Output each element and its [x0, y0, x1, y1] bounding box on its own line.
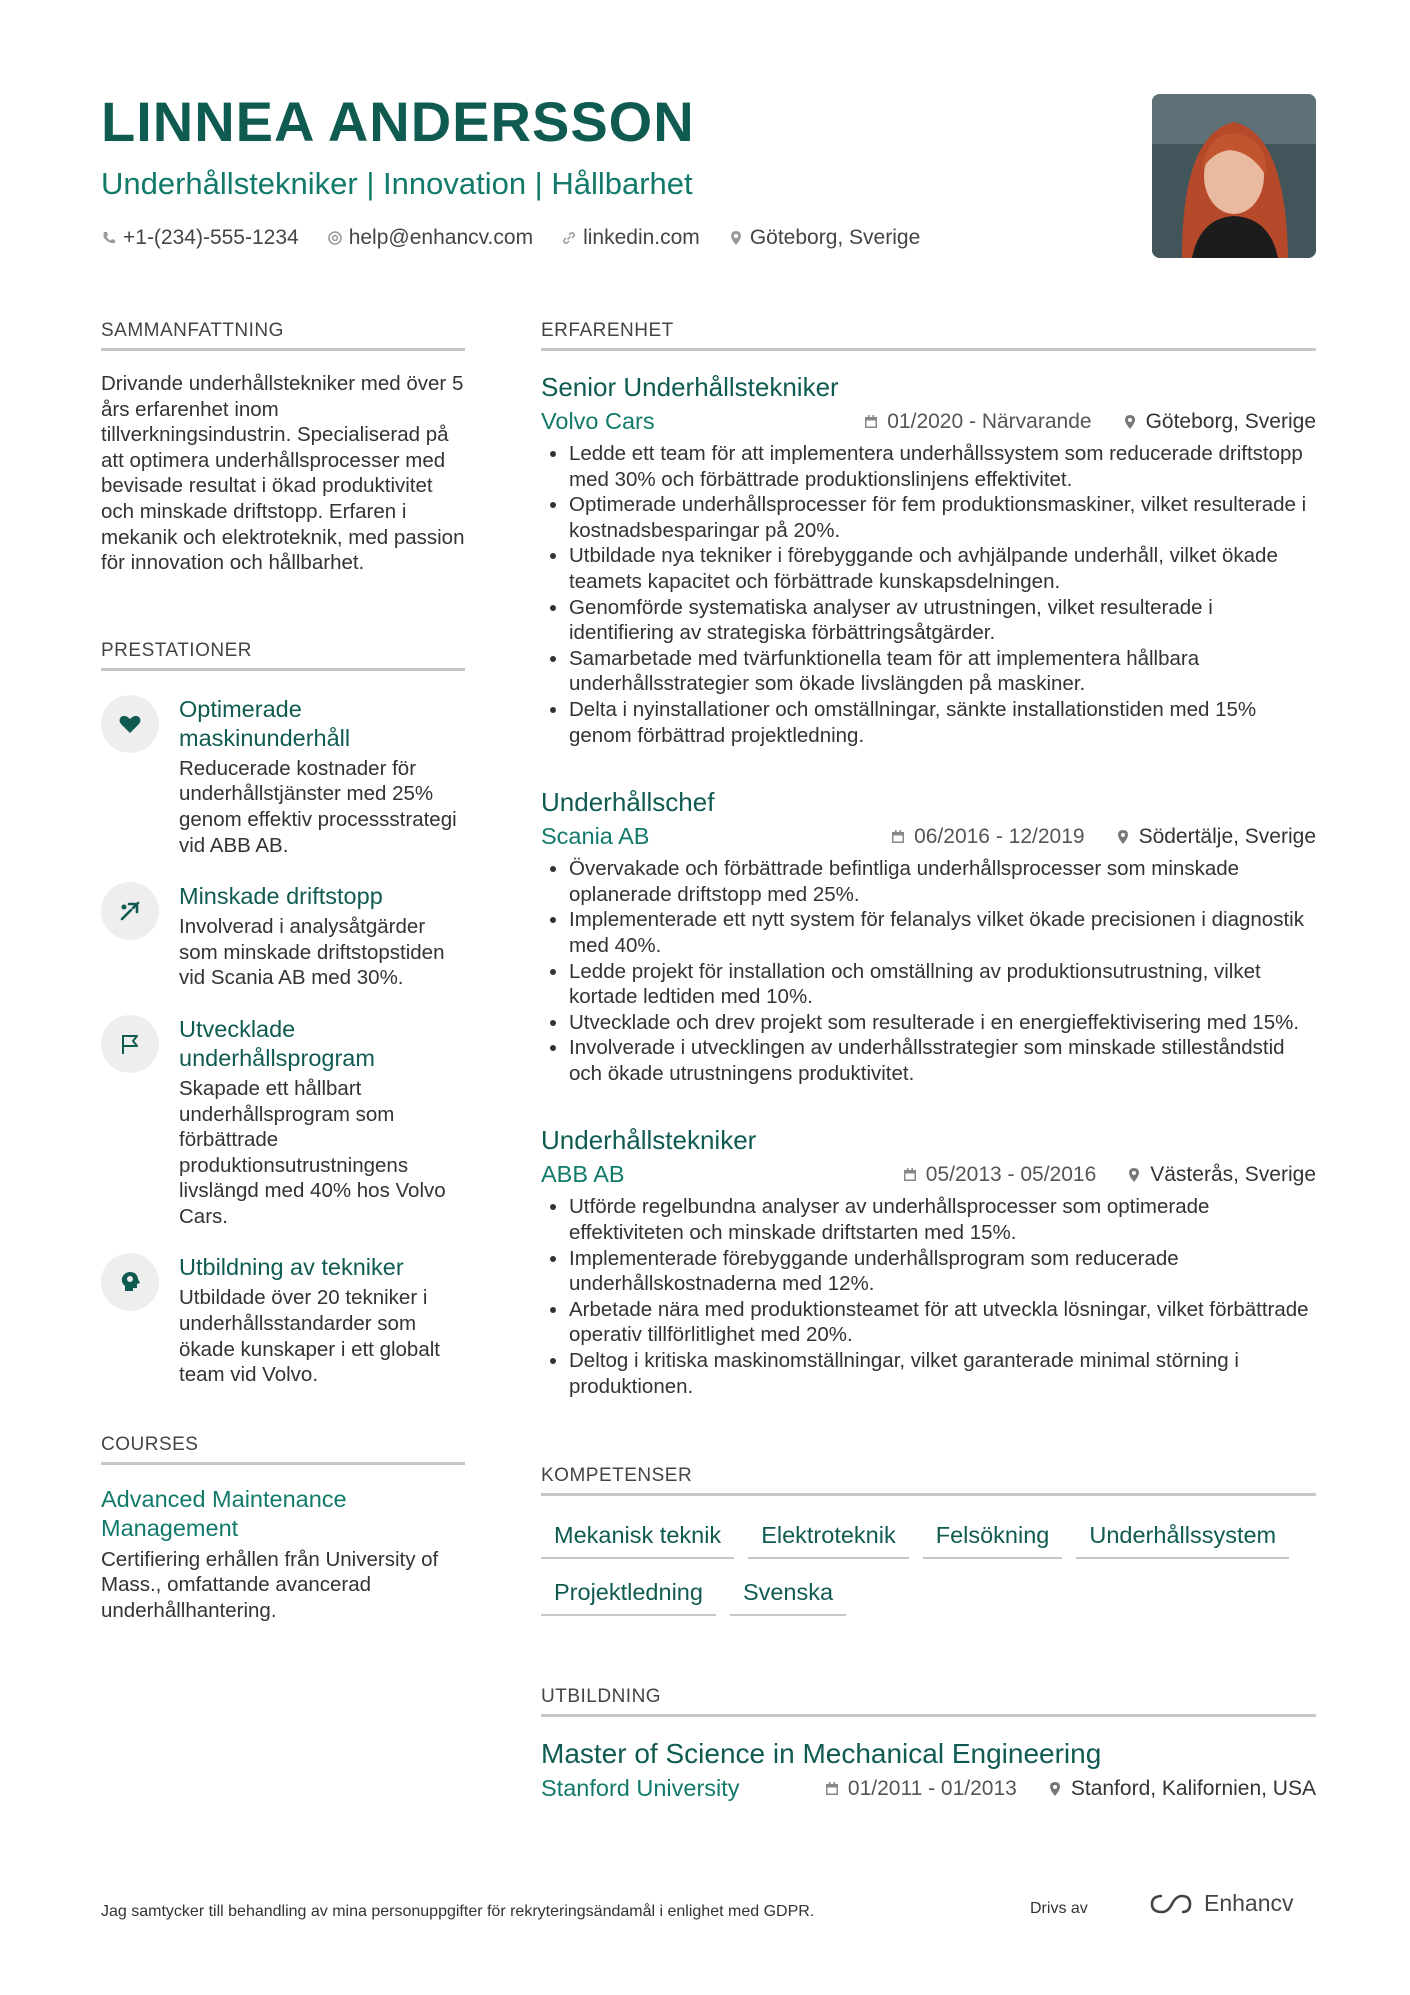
job-bullet: • Implementerade ett nytt system för felanalys vilket ökade precisionen i diagnostik med 40%.	[569, 907, 1316, 958]
achievement-desc: Utbildade över 20 tekniker i underhållsstandarder som ökade kunskaper i ett globalt team vid Volvo.	[179, 1286, 440, 1387]
job-dates: 05/2013 - 05/2016	[925, 1162, 1097, 1186]
job-entry	[541, 371, 1316, 748]
contact-row	[101, 226, 1151, 250]
degree-title: Master of Science in Mechanical Engineering	[541, 1738, 1102, 1770]
job-bullet: • Ledde projekt för installation och omställning av produktionsutrustning, vilket kortade ledtiden med 10%.	[569, 959, 1316, 1010]
calendar-icon	[890, 829, 906, 845]
company-name: ABB AB	[541, 1161, 625, 1188]
job-bullet: • Optimerade underhållsprocesser för fem produktionsmaskiner, vilket resulterade i kostnadsbesparingar på 20%.	[569, 492, 1316, 543]
contact-phone[interactable]	[101, 226, 299, 250]
head-icon	[101, 1253, 159, 1311]
candidate-name: LINNEA ANDERSSON	[101, 90, 695, 153]
location-icon	[1115, 829, 1131, 845]
job-bullet: • Involverade i utvecklingen av underhållsstrategier som minskade stilleståndstid och ökade utrustningens produktivitet.	[569, 1035, 1316, 1086]
calendar-icon	[902, 1167, 918, 1183]
skill-tag: Underhållssystem	[1076, 1518, 1289, 1559]
brand-logo[interactable]	[1148, 1890, 1294, 1917]
email-icon	[327, 230, 343, 246]
flag-icon	[101, 1015, 159, 1073]
heart-icon	[101, 695, 159, 753]
job-location: Västerås, Sverige	[1150, 1162, 1316, 1186]
education-dates: 01/2011 - 01/2013	[847, 1776, 1017, 1800]
job-bullet: • Arbetade nära med produktionsteamet för att utveckla lösningar, vilket förbättrade operativ tillförlitlighet med 20%.	[569, 1297, 1316, 1348]
job-title: Underhållschef	[541, 787, 715, 818]
skills-list	[541, 1518, 1316, 1616]
job-title: Underhållstekniker	[541, 1125, 757, 1156]
summary-text: Drivande underhållstekniker med över 5 års erfarenhet inom tillverkningsindustrin. Specialiserad på att optimera underhållsprocesser med bevisade resultat i ökad produktivitet och minskade driftstopp. Erfaren i mekanik och elektroteknik, med passion för innovation och hållbarhet.	[101, 372, 465, 575]
skill-tag: Svenska	[730, 1575, 846, 1616]
achievement-title: Utbildning av tekniker	[179, 1254, 404, 1281]
skills-heading: KOMPETENSER	[541, 1465, 1316, 1496]
skill-tag: Felsökning	[923, 1518, 1063, 1559]
job-location: Södertälje, Sverige	[1138, 824, 1316, 848]
job-dates: 01/2020 - Närvarande	[887, 409, 1092, 433]
experience-heading: ERFARENHET	[541, 320, 1316, 351]
summary-heading: SAMMANFATTNING	[101, 320, 465, 351]
job-bullet: • Implementerade förebyggande underhållsprogram som reducerade underhållskostnaderna med 12%.	[569, 1246, 1316, 1297]
contact-location	[728, 226, 920, 250]
job-bullet: • Delta i nyinstallationer och omställningar, sänkte installationstiden med 15% genom förbättrad projektledning.	[569, 697, 1316, 748]
contact-email[interactable]	[327, 226, 533, 250]
achievement-item	[101, 882, 465, 991]
resume-header	[101, 86, 1151, 250]
achievements-heading: PRESTATIONER	[101, 640, 465, 671]
tools-icon	[101, 882, 159, 940]
job-location: Göteborg, Sverige	[1145, 409, 1316, 433]
courses-heading: COURSES	[101, 1434, 465, 1465]
powered-by-label: Drivs av	[1030, 1900, 1088, 1917]
job-dates: 06/2016 - 12/2019	[914, 824, 1085, 848]
right-column	[541, 320, 1316, 1802]
job-bullets	[541, 856, 1316, 1086]
brand-name: Enhancv	[1204, 1890, 1294, 1916]
job-entry	[541, 1124, 1316, 1399]
gdpr-consent: Jag samtycker till behandling av mina personuppgifter för rekryteringsändamål i enlighet med GDPR.	[101, 1903, 815, 1920]
job-bullet: • Utförde regelbundna analyser av underhållsprocesser som optimerade effektiviteten och minskade driftstarten med 15%.	[569, 1194, 1316, 1245]
phone-text: +1-(234)-555-1234	[123, 226, 299, 249]
achievements-section	[101, 640, 465, 1388]
achievement-desc: Involverad i analysåtgärder som minskade driftstopstiden vid Scania AB med 30%.	[179, 915, 445, 990]
course-desc: Certifiering erhållen från University of Mass., omfattande avancerad underhållhantering.	[101, 1547, 439, 1623]
achievement-title: Minskade driftstopp	[179, 883, 383, 910]
summary-section	[101, 320, 465, 576]
profile-photo	[1152, 94, 1316, 258]
job-title: Senior Underhållstekniker	[541, 372, 839, 402]
achievement-title: Utvecklade underhållsprogram	[179, 1015, 375, 1071]
calendar-icon	[863, 414, 879, 430]
job-bullets	[541, 441, 1316, 748]
left-column	[101, 320, 465, 1624]
location-icon	[728, 230, 744, 246]
skill-tag: Mekanisk teknik	[541, 1518, 734, 1559]
job-bullets	[541, 1194, 1316, 1399]
achievement-title: Optimerade maskinunderhåll	[179, 695, 351, 751]
job-entry	[541, 786, 1316, 1086]
job-bullet: • Utvecklade och drev projekt som resulterade i en energieffektivisering med 15%.	[569, 1010, 1316, 1036]
linkedin-text: linkedin.com	[583, 226, 700, 249]
contact-linkedin[interactable]	[561, 226, 700, 250]
job-bullet: • Ledde ett team för att implementera underhållssystem som reducerade driftstopp med 30% och förbättrade produktionslinjens effektivitet.	[569, 441, 1316, 492]
job-bullet: • Övervakade och förbättrade befintliga underhållsprocesser som minskade oplanerade driftstopp med 25%.	[569, 856, 1316, 907]
education-heading: UTBILDNING	[541, 1686, 1316, 1717]
education-location: Stanford, Kalifornien, USA	[1070, 1776, 1316, 1800]
location-text: Göteborg, Sverige	[749, 226, 921, 249]
job-bullet: • Genomförde systematiska analyser av utrustningen, vilket resulterade i identifiering av strategiska förbättringsåtgärder.	[569, 595, 1316, 646]
skill-tag: Elektroteknik	[748, 1518, 909, 1559]
courses-section	[101, 1434, 465, 1624]
achievement-desc: Reducerade kostnader för underhållstjänster med 25% genom effektiv processstrategi vid ABB AB.	[179, 756, 457, 857]
company-name: Volvo Cars	[541, 408, 655, 434]
achievement-item	[101, 1015, 465, 1230]
phone-icon	[101, 230, 117, 246]
skill-tag: Projektledning	[541, 1575, 716, 1616]
achievement-item	[101, 1253, 465, 1387]
school-name: Stanford University	[541, 1775, 740, 1802]
education-section	[541, 1686, 1316, 1802]
link-icon	[561, 230, 577, 246]
location-icon	[1122, 414, 1138, 430]
location-icon	[1126, 1167, 1142, 1183]
candidate-headline: Underhållstekniker | Innovation | Hållbarhet	[101, 166, 693, 201]
company-name: Scania AB	[541, 823, 650, 850]
skills-section	[541, 1465, 1316, 1616]
email-text: help@enhancv.com	[348, 226, 534, 249]
job-bullet: • Deltog i kritiska maskinomställningar, vilket garanterade minimal störning i produktionen.	[569, 1348, 1316, 1399]
course-title: Advanced Maintenance Management	[101, 1485, 347, 1541]
location-icon	[1047, 1781, 1063, 1797]
enhancv-logo-icon	[1148, 1892, 1194, 1916]
achievement-desc: Skapade ett hållbart underhållsprogram som förbättrade produktionsutrustningens livslängd med 40% hos Volvo Cars.	[179, 1076, 446, 1228]
experience-section	[541, 320, 1316, 1399]
job-bullet: • Samarbetade med tvärfunktionella team för att implementera hållbara underhållsstrategier som ökade livslängden på maskiner.	[569, 646, 1316, 697]
calendar-icon	[824, 1781, 840, 1797]
job-bullet: • Utbildade nya tekniker i förebyggande och avhjälpande underhåll, vilket ökade teamets kapacitet och förbättrade kunskapsdelningen.	[569, 543, 1316, 594]
achievement-item	[101, 695, 465, 858]
